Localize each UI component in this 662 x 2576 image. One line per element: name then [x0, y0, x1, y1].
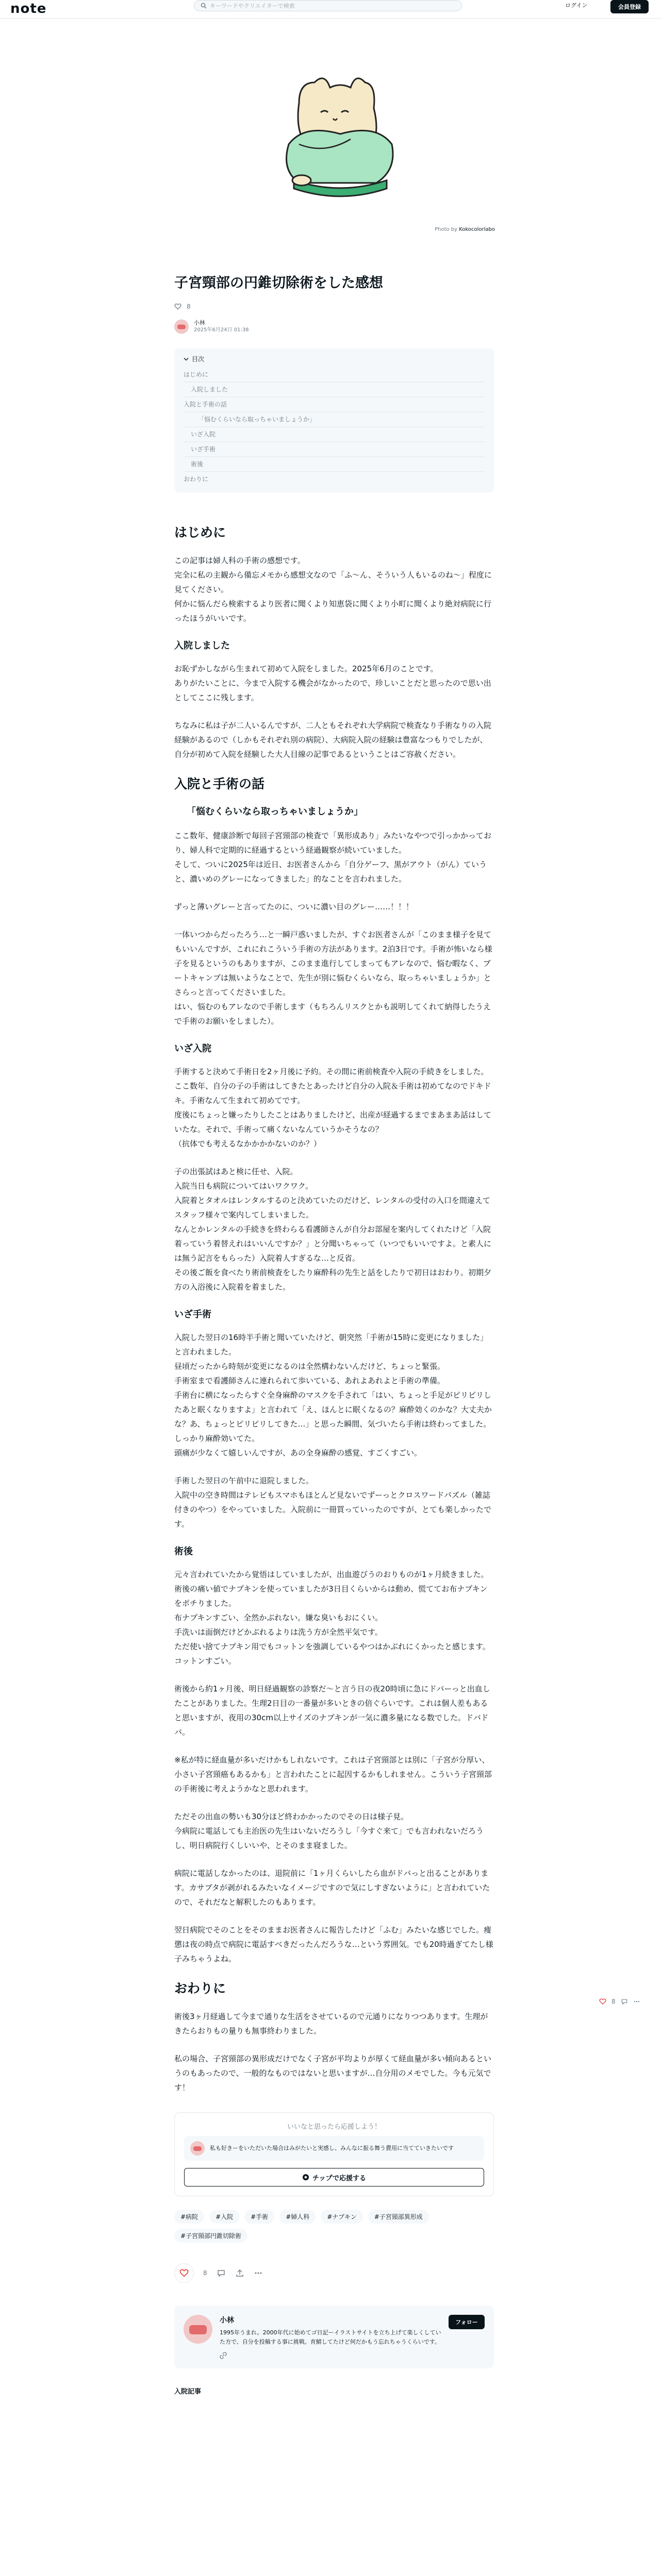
search-icon — [201, 3, 207, 9]
paragraph: この記事は婦人科の手術の感想です。 完全に私の主観から備忘メモから感想文なので「ふ〜ん、そういう人もいるのね〜」程度に見てください。 何かに悩んだら検索するより医者に聞くより知恵袋に聞くより小町に聞くより絶対病院に行ったほうがいいです。 — [174, 556, 492, 623]
tag[interactable]: #子宮頸部円錐切除術 — [174, 2229, 247, 2243]
sleeping-cat-illustration — [287, 78, 393, 196]
section-intro — [174, 523, 494, 625]
like-count: 8 — [203, 2269, 207, 2277]
publish-date: 2025年6月24日 01:38 — [194, 327, 249, 333]
avatar — [190, 2141, 205, 2156]
paragraph: 入院した翌日の16時半手術と聞いていたけど、朝突然「手術が15時に変更になりました」と言われました。 昼頃だったから時刻が変更になるのは全然構わないんだけど、ちょっと緊張。 手術室まで看護師さんに連れられて歩いている、あれよあれよと手術の準備。 手術台に横になったらすぐ全身麻酔のマスクを手されて「はい、ちょっと手足がピリピリしたあと眠くなりますよ」と言われて「え、ほんとに眠くなるの？麻酔効くのかな？大丈夫かな？あ、ちょっとピリピリしてきた…」と思った瞬間、気づいたら手術は終わってました。しっかり麻酔効いてた。 頭痛が少なくて嬉しいんですが、あの全身麻酔の感覚、すごくすごい。 — [174, 1333, 492, 1458]
site-header — [0, 0, 662, 19]
heart-icon[interactable] — [599, 1998, 606, 2005]
table-of-contents — [174, 348, 494, 493]
like-count: 8 — [187, 303, 191, 310]
like-summary — [174, 303, 494, 310]
more-icon[interactable] — [254, 2268, 263, 2278]
toc-item[interactable]: 術後 — [184, 457, 485, 472]
heading-end: おわりに — [174, 1981, 226, 1996]
photo-credit-prefix: Photo by — [435, 227, 458, 232]
chevron-down-icon — [184, 357, 189, 362]
signup-button[interactable]: 会員登録 — [610, 0, 649, 13]
section-end — [174, 1979, 494, 2095]
tag[interactable]: #手術 — [244, 2210, 274, 2224]
paragraph: 術後から約1ヶ月後、明日経過観察の診察だ〜と言う日の夜20時頃に急にドバーっと出血したことがありました。生理2日目の一番量が多いときの倍ぐらいです。これは個人差もあると思いますが、夜用の30cm以上サイズのナプキンが一気に濃多量になる数でした。ドバドバ。 — [174, 1684, 490, 1737]
like-count: 8 — [611, 1998, 616, 2005]
heart-icon — [179, 2268, 189, 2278]
like-button[interactable] — [174, 2263, 194, 2283]
paragraph: 翌日病院でそのことをそのままお医者さんに報告したけど「ふむ」みたいな感じでした。痩懲は夜の時点で病院に電話すべきだったんだろうな…という雰囲気。でも20時過ぎてたし様子みちゃうよね。 — [174, 1925, 493, 1963]
heading-jutsugo: 術後 — [174, 1546, 193, 1557]
comment-icon[interactable] — [621, 1998, 628, 2005]
tip-button[interactable] — [184, 2168, 484, 2187]
login-link[interactable]: ログイン — [565, 2, 588, 9]
follow-button[interactable]: フォロー — [449, 2315, 485, 2329]
toc-item[interactable]: いざ手術 — [184, 442, 485, 457]
note-logo[interactable]: note — [10, 1, 47, 16]
article-actions — [174, 2263, 494, 2283]
heading-admit: 入院しました — [174, 640, 230, 651]
creator-links — [184, 2352, 485, 2359]
paragraph: 手術すると決めて手術日を2ヶ月後に予約。その間に術前検査や入院の手続きをしました。 ここ数年、自分の子の手術はしてきたとあったけど自分の入院＆手術は初めてなのでドキドキ。手術なんて生まれて初めてです。 度後にちょっと嫌ったりしたことはありましたけど、出産が経過するまでまあまあ話はしていたな。それで、手術って痛くないなんていうかそうなの？ （抗体でも考えるなかかかかないのか？） — [174, 1067, 492, 1148]
support-message — [184, 2136, 484, 2161]
heading-quote: 「悩むくらいなら取っちゃいましょうか」 — [187, 806, 363, 817]
more-icon[interactable] — [633, 1998, 640, 2005]
section-admit — [174, 639, 494, 761]
section-nyuin — [174, 1042, 494, 1294]
heading-shujutsu: いざ手術 — [174, 1309, 211, 1320]
tag[interactable]: #婦人科 — [279, 2210, 316, 2224]
article — [174, 273, 494, 2396]
floating-actions — [599, 1998, 640, 2005]
section-story — [174, 775, 494, 1028]
paragraph: ずっと薄いグレーと言ってたのに、ついに濃い目のグレー……！！！ — [174, 902, 414, 911]
tag[interactable]: #ナプキン — [321, 2210, 362, 2224]
heading-story: 入院と手術の話 — [174, 776, 265, 791]
heading-nyuin: いざ入院 — [174, 1043, 211, 1054]
heart-icon[interactable] — [174, 303, 181, 310]
tag[interactable]: #病院 — [174, 2210, 204, 2224]
photo-credit — [340, 227, 495, 232]
paragraph: 手術した翌日の午前中に退院しました。 入院中の空き時間はテレビもスマホもほとんど見ないでずーっとクロスワードパズル（雑誌付きのやつ）をやっていました。入院前に一冊買っていったのですが、とても楽しかったです。 — [174, 1476, 492, 1529]
tag-list — [174, 2210, 494, 2243]
author-row — [174, 319, 494, 334]
author-name[interactable]: 小林 — [194, 319, 205, 326]
tag[interactable]: #子宮頸部異形成 — [368, 2210, 429, 2224]
paragraph: お恥ずかしながら生まれて初めて入院をしました。2025年6月のことです。 ありがたいことに、今まで入院する機会がなかったので、珍しいことだと思ったので思い出としてここに残します。 — [174, 664, 491, 702]
support-message-text: 私も好きーをいただいた場合はみがたいと実感し、みんなに振る舞う費用に当てていきたいです — [210, 2145, 454, 2151]
search-box[interactable] — [194, 0, 462, 11]
creator-profile — [174, 2306, 494, 2368]
toc-item[interactable]: おわりに — [184, 476, 209, 483]
tag[interactable]: #入院 — [209, 2210, 239, 2224]
toc-header[interactable] — [184, 354, 485, 363]
photo-credit-name[interactable]: Kokocolorlabo — [459, 227, 495, 232]
paragraph: ちなみに私は子が二人いるんですが、二人ともそれぞれ大学病院で検査なり手術なりの入院経験があるので（しかもそれぞれ別の病院）、大病院入院の経験は豊富なつもりでしたが、自分が初めて入院を経験した大人目線の記事であるということはご容赦ください。 — [174, 721, 492, 759]
support-box — [174, 2112, 494, 2196]
link-icon[interactable] — [220, 2352, 227, 2359]
creator-avatar[interactable] — [184, 2315, 212, 2344]
hero-illustration — [170, 67, 495, 232]
share-icon[interactable] — [235, 2268, 244, 2278]
heading-intro: はじめに — [174, 525, 226, 540]
section-jutsugo — [174, 1545, 494, 1966]
paragraph: 元々言われていたから覚悟はしていましたが、出血遊びうのおりものが1ヶ月続きました。 術後の痛い値でナプキンを使っていましたが3日目くらいからは動め、慌ててお布ナプキンをポチりました。 布ナプキンすごい、全然かぶれない。嫌な臭いもおにくい。 手洗いは面倒だけどかぶれるよりは洗う方が全然平気です。 ただ使い捨てナプキン用でもコットンを強調しているやつはかぶれにくかったと感じます。コットンすごい。 — [174, 1570, 490, 1666]
paragraph: ここ数年、健康診断で毎回子宮頸部の検査で「異形成あり」みたいなやつで引っかかっており、婦人科で定期的に経過するという経過観察が続いていました。 そして、ついに2025年は近日、お医者さんから「自分ゲーフ、黒がアウト（がん）ていうと、濃いめのグレーになってきました」的なことを言われました。 — [174, 831, 492, 884]
paragraph: 私の場合、子宮頸部の異形成だけでなく子宮が平均よりが厚くて経血量が多い傾向あるというのもあったので、一般的なものではないと思いますが…自分用のメモでした。今も元気です！ — [174, 2054, 492, 2092]
tip-button-label: チップで応援する — [312, 2174, 366, 2182]
toc-item[interactable]: いざ入院 — [184, 427, 485, 442]
paragraph: 病院に電話しなかったのは、退院前に「1ヶ月くらいしたら血がドバっと出ることがあります。カサブタが剥がれるみたいなイメージですので気にしすぎないように」と言われていたので、それだなと解釈したのもあります。 — [174, 1869, 490, 1907]
toc-item[interactable]: 入院しました — [184, 382, 485, 397]
avatar[interactable] — [174, 319, 189, 334]
tip-icon — [302, 2174, 309, 2181]
toc-item[interactable]: はじめに — [184, 367, 485, 382]
toc-title: 目次 — [192, 355, 205, 363]
creator-name[interactable]: 小林 — [220, 2316, 234, 2325]
creator-bio: 1995年うまれ。2000年代に始めてゴ日記ーイラストサイトを立ち上げて楽しくしていた方で、自分を投稿する事に挑戦。育鯖してたけど何だかもう忘れちゃうくらいです。 — [220, 2329, 441, 2345]
support-title: いいなと思ったら応援しよう！ — [287, 2123, 381, 2131]
toc-item[interactable]: 「悩むくらいなら取っちゃいましょうか」 — [184, 412, 485, 427]
paragraph: ただその出血の勢いも30分ほど終わかかったのでその日は様子見。 今病院に電話しても主治医の先生はいないだろうし「今すぐ来て」でも言われないだろうし、明日病院行くしいいや、とそのまま寝ました。 — [174, 1812, 484, 1850]
related-heading: 入院記事 — [174, 2388, 202, 2396]
paragraph: 子の出張試はあと検に任せ、入院。 入院当日も病院についてはいワクワク。 入院着とタオルはレンタルするのと決めていたのだけど、レンタルの受付の入口を間違えてスタッフ様々で案内してしまいました。 なんとかレンタルの手続きを終わらる看護師さんが自分お部屋を案内してくれたけど「入院着っていう着替えれはいいんですか？」と分聞いちゃって（いつでもいいですよ。と素人には無う記言をもらった）入院着人すぎるな…と反省。 その後ご飯を食べたり術前検査をしたり麻酔科の先生と話をしたりで初日はおわり。初期夕方の入浴後に入院着を着ました。 — [174, 1167, 492, 1292]
paragraph: 術後3ヶ月経過して今まで通りな生活をさせているので元通りになりつつあります。生理がきたらおりもの量りも無事終わりました。 — [174, 2012, 488, 2036]
paragraph: 一体いつからだったろう…と一瞬戸惑いましたが、すぐお医者さんが「このまま様子を見てもいいんですが、これにれこういう手術の方法があります。2泊3日です。手術が怖いなら様子を見るというのもありますが、このまま進行してしまってもアレなので、悩む暇なく、ブートキャンプは無いようなことで、先生が別に悩むくらいなら、取っちゃいましょうか」とさらっと言ってくださいました。 はい、悩むのもアレなので手術します（もちろんリスクとかも説明してくれて納得したうえで手術のお願いをしました）。 — [174, 930, 492, 1026]
comment-icon[interactable] — [217, 2268, 226, 2278]
paragraph: ※私が特に経血量が多いだけかもしれないです。これは子宮頸部とは別に「子宮が分厚い、小さい子宮頸癌もあるかも」と言われたことに起因するかもしれません。こういう子宮頸部の手術後に考えようかなと思われます。 — [174, 1755, 492, 1793]
section-shujutsu — [174, 1308, 494, 1531]
article-title: 子宮頸部の円錐切除術をした感想 — [174, 275, 383, 291]
toc-item[interactable]: 入院と手術の話 — [184, 397, 485, 412]
search-input[interactable] — [210, 1, 452, 10]
